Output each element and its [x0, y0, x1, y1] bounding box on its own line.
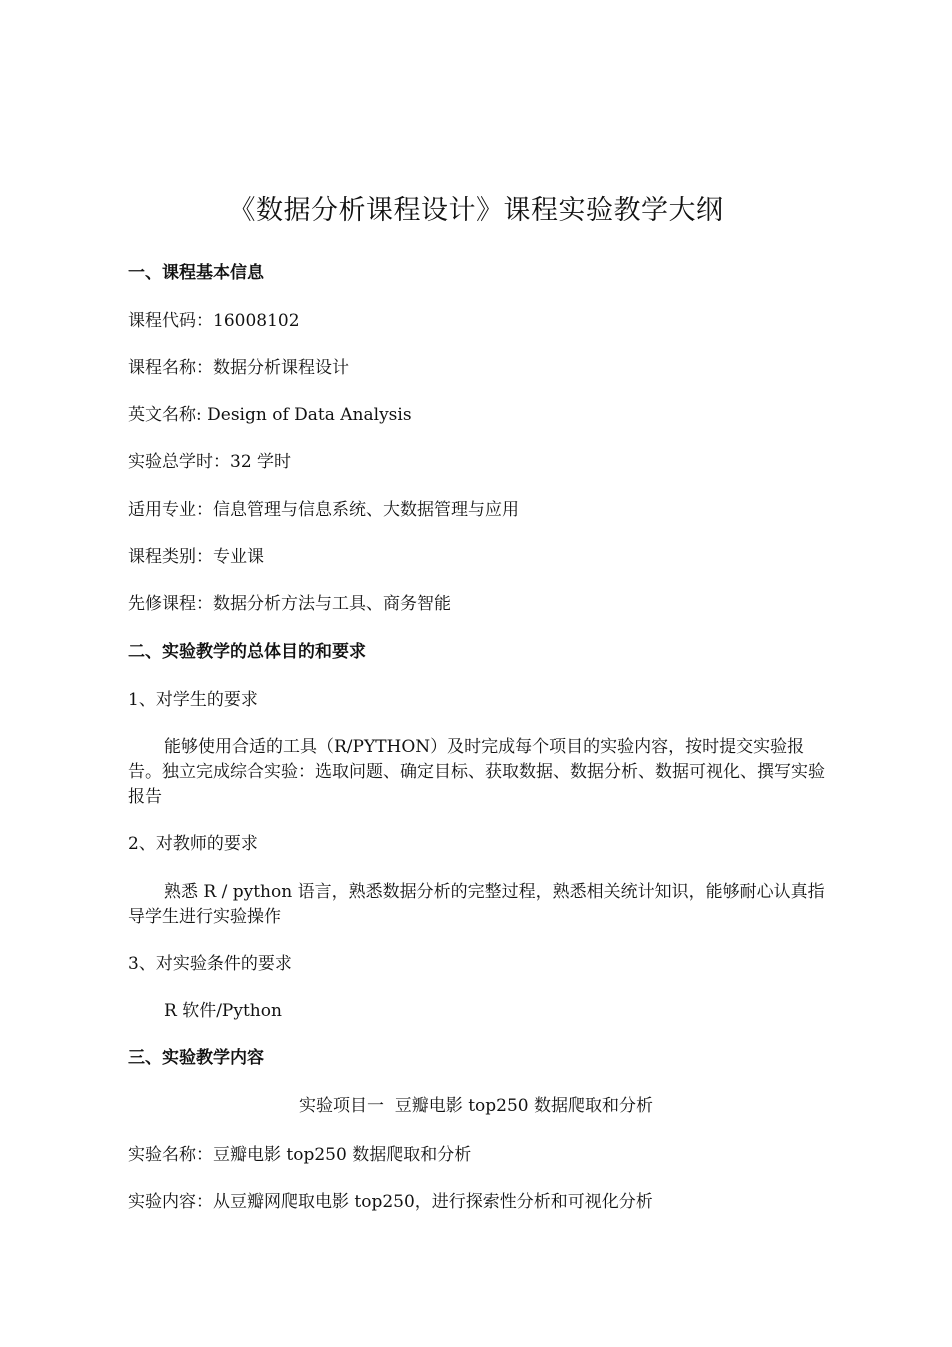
student-requirements-body: 能够使用合适的工具（R/PYTHON）及时完成每个项目的实验内容，按时提交实验报告。独立完成综合实验：选取问题、确定目标、获取数据、数据分析、数据可视化、撰写实验报告 [128, 737, 825, 807]
course-category: 课程类别：专业课 [128, 547, 264, 567]
student-requirements-title: 1、对学生的要求 [128, 690, 258, 710]
course-code: 课程代码：16008102 [128, 311, 300, 331]
experiment-name: 实验名称：豆瓣电影 top250 数据爬取和分析 [128, 1145, 472, 1165]
lab-conditions-body: R 软件/Python [164, 1001, 282, 1021]
course-name: 课程名称：数据分析课程设计 [128, 358, 349, 378]
applicable-majors: 适用专业：信息管理与信息系统、大数据管理与应用 [128, 500, 519, 520]
lab-conditions-title: 3、对实验条件的要求 [128, 954, 292, 974]
section-heading-basic-info: 一、课程基本信息 [128, 263, 264, 283]
prerequisite-courses: 先修课程：数据分析方法与工具、商务智能 [128, 594, 451, 614]
teacher-requirements-body: 熟悉 R / python 语言，熟悉数据分析的完整过程，熟悉相关统计知识，能够耐心认真指导学生进行实验操作 [128, 882, 825, 927]
english-name: 英文名称: Design of Data Analysis [128, 405, 412, 425]
project-title: 实验项目一 豆瓣电影 top250 数据爬取和分析 [298, 1096, 653, 1116]
document-title: 《数据分析课程设计》课程实验教学大纲 [228, 195, 724, 226]
teacher-requirements-title: 2、对教师的要求 [128, 834, 258, 854]
total-hours: 实验总学时：32 学时 [128, 452, 292, 472]
section-heading-objectives: 二、实验教学的总体目的和要求 [128, 642, 366, 662]
section-heading-content: 三、实验教学内容 [128, 1048, 264, 1068]
experiment-content: 实验内容：从豆瓣网爬取电影 top250，进行探索性分析和可视化分析 [128, 1192, 653, 1212]
